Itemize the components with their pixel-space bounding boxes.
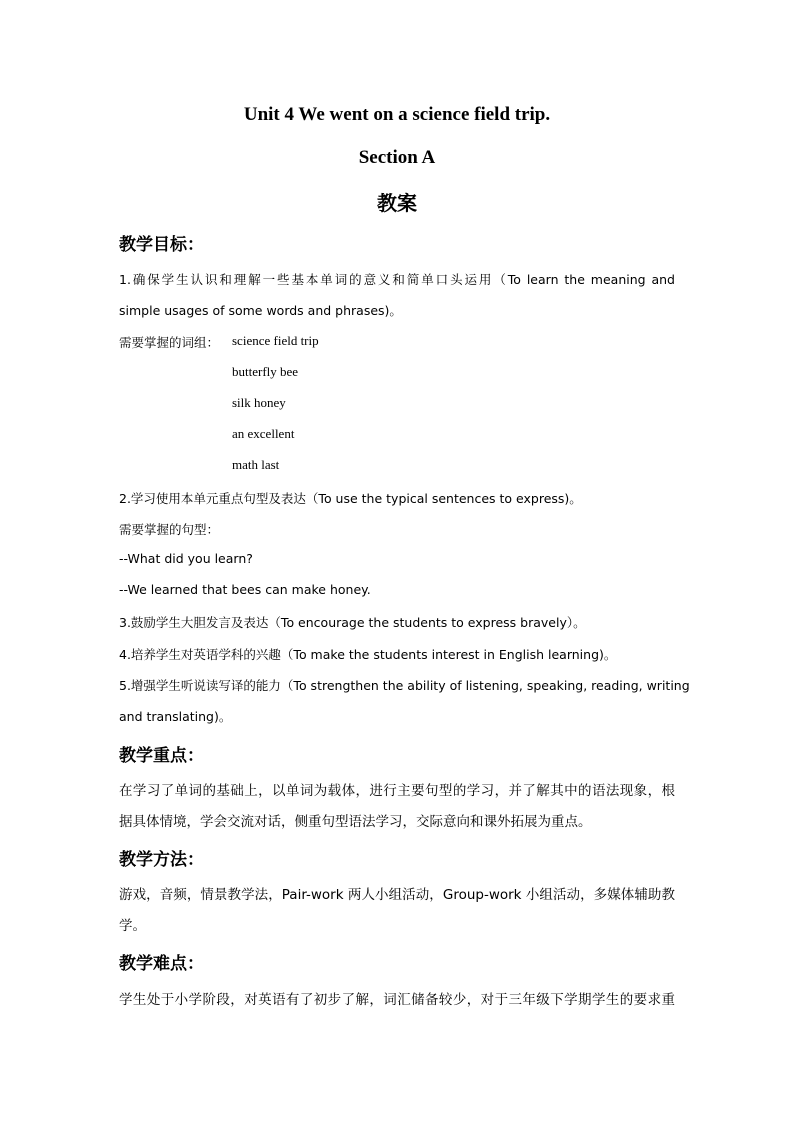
phrase-item: silk honey (232, 395, 286, 410)
objective-5-line-1: 5.增强学生听说读写译的能力（To strengthen the ability of listening, speaking, reading, writing (119, 678, 690, 693)
section-title: Section A (358, 147, 436, 168)
methods-line-2: 学。 (119, 918, 146, 934)
objectives-heading: 教学目标： (119, 235, 204, 255)
phrase-item: an excellent (232, 426, 295, 441)
phrases-label: 需要掌握的词组： (119, 335, 220, 350)
phrase-item: butterfly bee (232, 364, 299, 379)
phrase-item: math last (232, 457, 280, 472)
sentence-item: --We learned that bees can make honey. (119, 582, 371, 597)
phrase-item: science field trip (232, 333, 319, 348)
methods-heading: 教学方法： (119, 850, 204, 870)
objective-5-line-2: and translating)。 (119, 709, 232, 724)
document-type: 教案 (377, 191, 417, 215)
methods-line-1: 游戏，音频，情景教学法，Pair-work 两人小组活动，Group-work 小组活动，多媒体辅助教 (119, 887, 675, 903)
objective-1-line-1: 1.确保学生认识和理解一些基本单词的意义和简单口头运用（To learn the meaning and (119, 272, 675, 287)
objective-3: 3.鼓励学生大胆发言及表达（To encourage the students to express bravely）。 (119, 615, 586, 630)
key-points-heading: 教学重点： (119, 746, 204, 766)
objective-2: 2.学习使用本单元重点句型及表达（To use the typical sentences to express)。 (119, 491, 582, 506)
difficulties-line-1: 学生处于小学阶段，对英语有了初步了解，词汇储备较少，对于三年级下学期学生的要求重 (119, 992, 675, 1008)
sentence-item: --What did you learn? (119, 551, 253, 566)
sentences-label: 需要掌握的句型： (119, 522, 220, 537)
document-title: Unit 4 We went on a science field trip. (243, 104, 551, 125)
objective-1-line-2: simple usages of some words and phrases)。 (119, 303, 402, 318)
difficulties-heading: 教学难点： (119, 954, 204, 974)
objective-4: 4.培养学生对英语学科的兴趣（To make the students interest in English learning)。 (119, 647, 617, 662)
key-points-line-2: 据具体情境，学会交流对话，侧重句型语法学习，交际意向和课外拓展为重点。 (119, 814, 592, 830)
key-points-line-1: 在学习了单词的基础上，以单词为载体，进行主要句型的学习，并了解其中的语法现象，根 (119, 783, 675, 799)
